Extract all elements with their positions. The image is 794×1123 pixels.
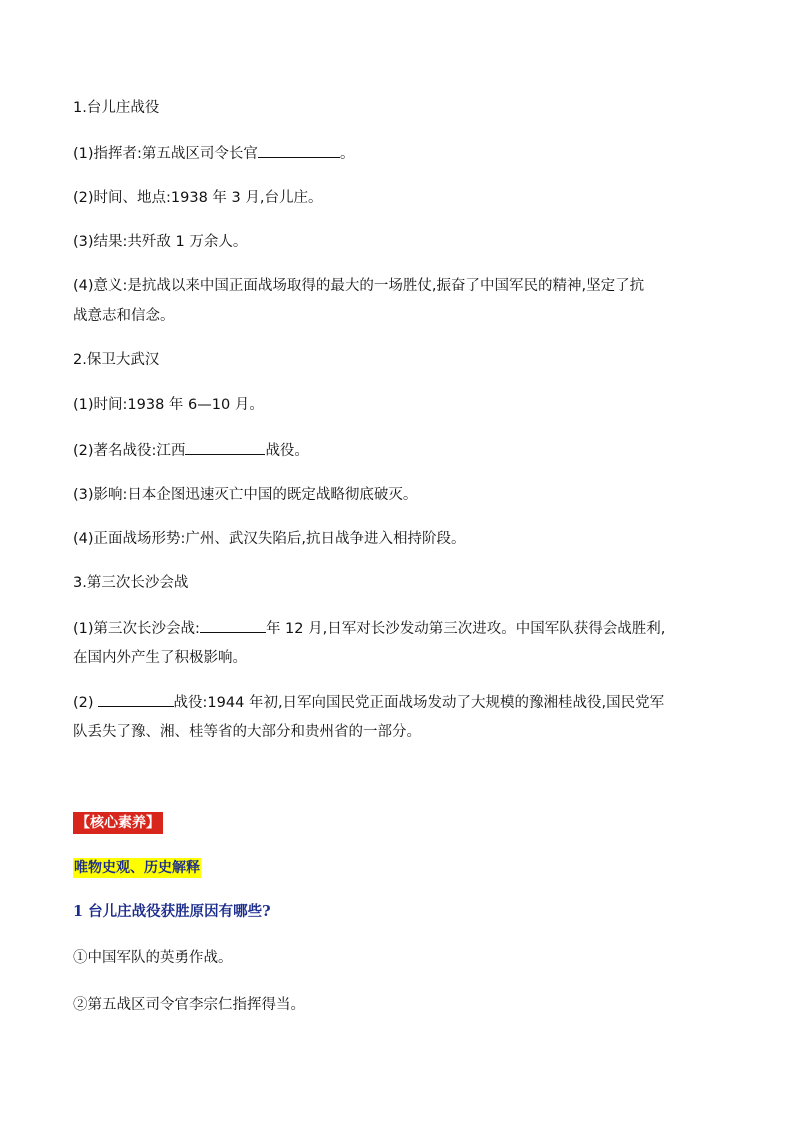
item-text: (1)第三次长沙会战: bbox=[73, 621, 200, 637]
item-text: (2) bbox=[73, 695, 94, 711]
item-text: 年 12 月,日军对长沙发动第三次进攻。中国军队获得会战胜利, bbox=[265, 621, 666, 637]
section-3-item-2-line-2: 队丢失了豫、湘、桂等省的大部分和贵州省的一部分。 bbox=[73, 724, 421, 740]
core-literacy-heading: 唯物史观、历史解释 bbox=[74, 860, 200, 876]
fill-blank[interactable] bbox=[258, 143, 340, 158]
item-text: 战役。 bbox=[265, 443, 309, 459]
section-1-item-4-line-2: 战意志和信念。 bbox=[73, 308, 175, 324]
item-text: (2)著名战役:江西 bbox=[73, 443, 186, 459]
fill-blank[interactable] bbox=[185, 440, 265, 455]
section-3-item-1-line-1 bbox=[73, 618, 665, 639]
section-2-item-1: (1)时间:1938 年 6—10 月。 bbox=[73, 397, 264, 413]
section-2-item-3: (3)影响:日本企图迅速灭亡中国的既定战略彻底破灭。 bbox=[73, 487, 418, 503]
answer-item-1: ①中国军队的英勇作战。 bbox=[73, 950, 233, 966]
core-literacy-tag: 【核心素养】 bbox=[73, 812, 163, 834]
item-text: (1)指挥者:第五战区司令长官 bbox=[73, 146, 258, 162]
section-1-item-1 bbox=[73, 143, 354, 164]
section-1-title: 1.台儿庄战役 bbox=[73, 100, 160, 116]
item-text: 。 bbox=[339, 146, 355, 162]
section-3-item-1-line-2: 在国内外产生了积极影响。 bbox=[73, 650, 247, 666]
question-1: 1 台儿庄战役获胜原因有哪些? bbox=[73, 903, 271, 920]
section-2-item-2 bbox=[73, 440, 309, 461]
fill-blank[interactable] bbox=[98, 692, 174, 707]
fill-blank[interactable] bbox=[200, 618, 266, 633]
section-1-item-3: (3)结果:共歼敌 1 万余人。 bbox=[73, 234, 248, 250]
section-3-title: 3.第三次长沙会战 bbox=[73, 575, 189, 591]
item-text: 战役:1944 年初,日军向国民党正面战场发动了大规模的豫湘桂战役,国民党军 bbox=[173, 695, 665, 711]
section-2-item-4: (4)正面战场形势:广州、武汉失陷后,抗日战争进入相持阶段。 bbox=[73, 531, 466, 547]
section-1-item-4-line-1: (4)意义:是抗战以来中国正面战场取得的最大的一场胜仗,振奋了中国军民的精神,坚定了抗 bbox=[73, 278, 645, 294]
section-2-title: 2.保卫大武汉 bbox=[73, 352, 160, 368]
section-3-item-2-line-1 bbox=[73, 692, 664, 713]
section-1-item-2: (2)时间、地点:1938 年 3 月,台儿庄。 bbox=[73, 190, 323, 206]
answer-item-2: ②第五战区司令官李宗仁指挥得当。 bbox=[73, 997, 305, 1013]
